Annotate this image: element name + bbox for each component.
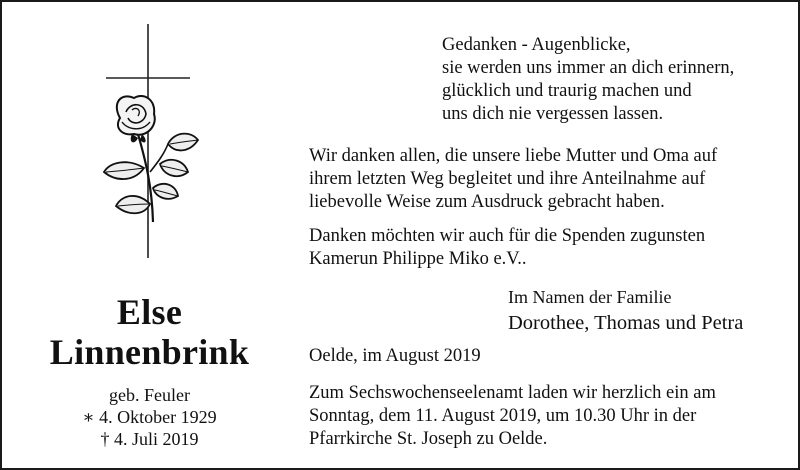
death-date: † 4. Juli 2019	[100, 429, 199, 449]
donations-line: Danken möchten wir auch für die Spenden zugunsten	[309, 226, 706, 246]
deceased-first-name: Else	[116, 292, 183, 332]
donations-paragraph	[309, 225, 705, 271]
signature-names: Dorothee, Thomas und Petra	[508, 312, 744, 334]
poem-line: glücklich und traurig machen und	[442, 81, 692, 101]
donations-line: Kamerun Philippe Miko e.V..	[309, 249, 527, 269]
poem-line: sie werden uns immer an dich erinnern,	[442, 58, 735, 78]
thanks-line: Wir danken allen, die unsere liebe Mutter und Oma auf	[309, 146, 718, 166]
signature-intro: Im Namen der Familie	[508, 287, 672, 307]
poem-line: Gedanken - Augenblicke,	[442, 35, 631, 55]
birth-date: ∗ 4. Oktober 1929	[82, 407, 217, 427]
deceased-last-name: Linnenbrink	[49, 332, 250, 372]
mass-notice-line: Zum Sechswochenseelenamt laden wir herzlich ein am	[309, 383, 716, 403]
thanks-paragraph	[309, 145, 717, 214]
birth-name: geb. Feuler	[109, 385, 190, 405]
mass-notice-paragraph	[309, 382, 716, 451]
poem	[442, 34, 734, 126]
deceased-name-block	[22, 292, 277, 450]
thanks-line: ihrem letzten Weg begleitet und ihre Anteilnahme auf	[309, 169, 706, 189]
mass-notice-line: Pfarrkirche St. Joseph zu Oelde.	[309, 429, 548, 449]
mass-notice-line: Sonntag, dem 11. August 2019, um 10.30 Uhr in der	[309, 406, 697, 426]
thanks-line: liebevolle Weise zum Ausdruck gebracht haben.	[309, 192, 665, 212]
place-date: Oelde, im August 2019	[309, 346, 481, 366]
poem-line: uns dich nie vergessen lassen.	[442, 104, 664, 124]
cross-with-rose-icon	[98, 22, 208, 262]
